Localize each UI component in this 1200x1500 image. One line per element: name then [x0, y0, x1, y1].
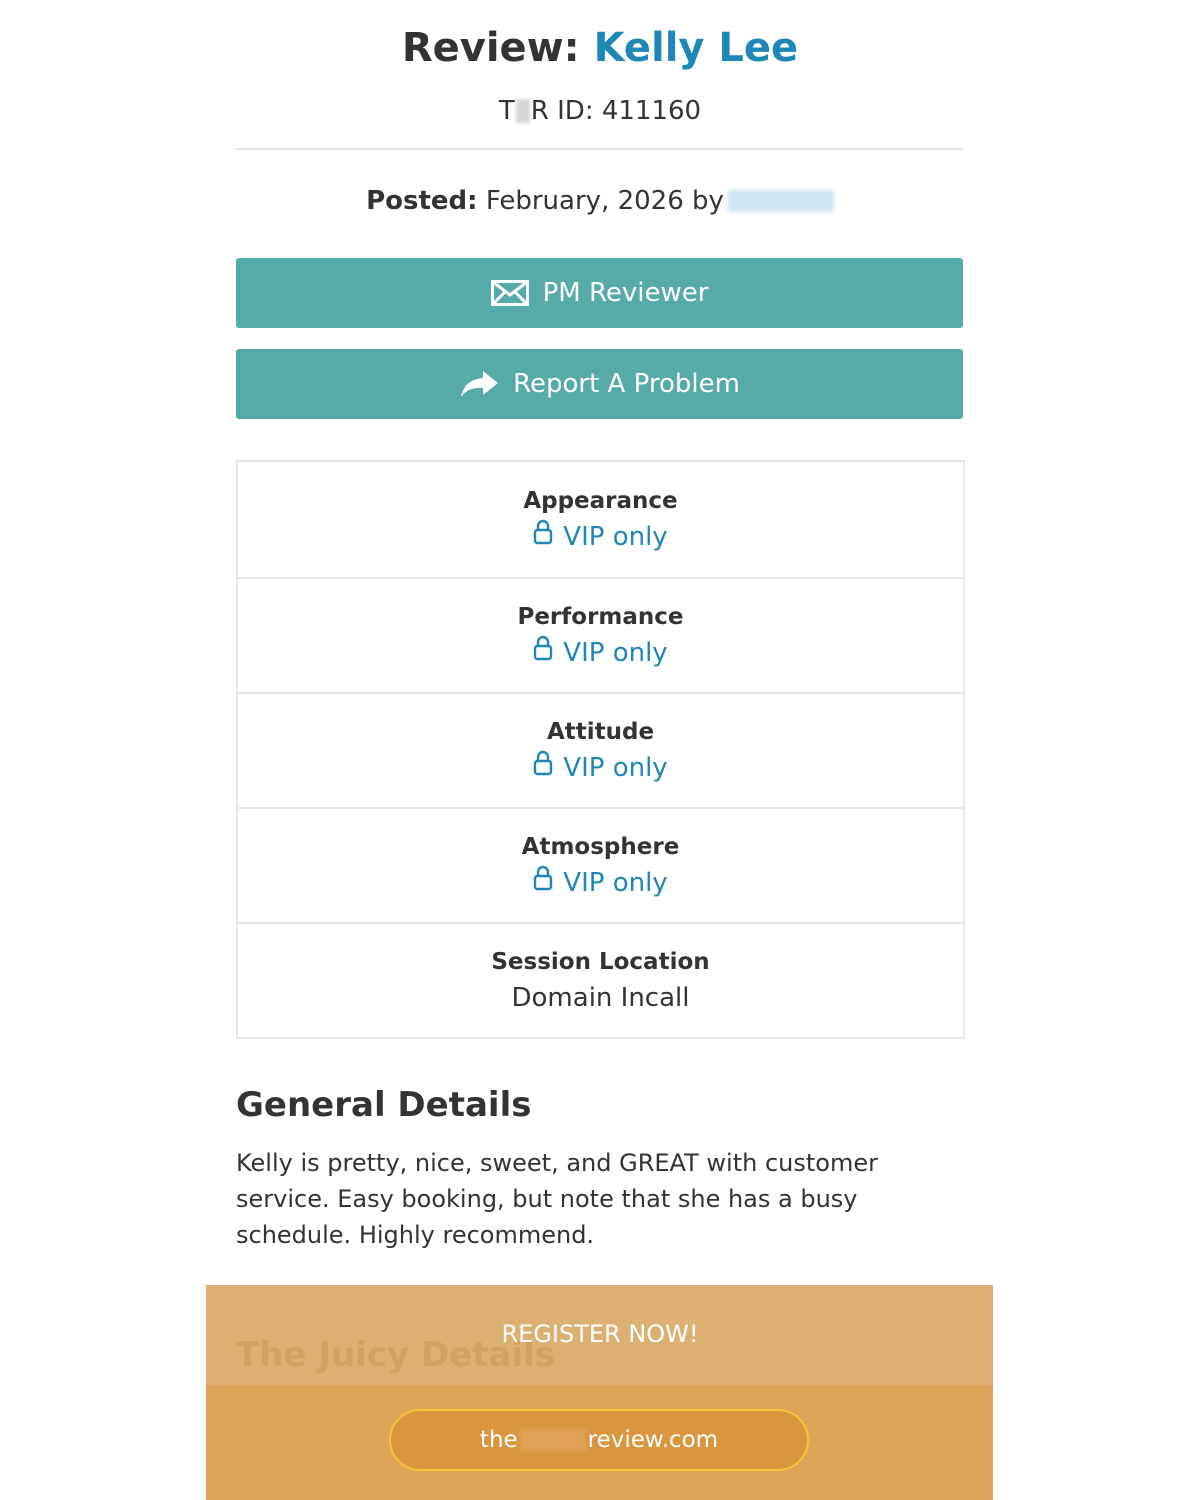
provider-name-link[interactable]: Kelly Lee: [593, 25, 799, 71]
lock-icon: [533, 518, 553, 556]
review-id-value: R ID: 411160: [530, 96, 702, 126]
vip-only-link[interactable]: [533, 518, 667, 556]
rating-label: Atmosphere: [521, 833, 680, 860]
rating-row-performance: [238, 577, 963, 692]
rating-label: Appearance: [523, 487, 678, 514]
lock-icon: [533, 634, 553, 672]
rating-value: VIP only: [563, 867, 668, 898]
rating-label: Session Location: [491, 948, 710, 975]
rating-value: VIP only: [563, 752, 668, 783]
rating-value: Domain Incall: [511, 982, 690, 1013]
pm-reviewer-label: PM Reviewer: [542, 278, 709, 308]
divider: [236, 148, 963, 150]
review-id-prefix: T: [498, 96, 515, 126]
redacted-site-name: [520, 1429, 586, 1451]
general-details-text: Kelly is pretty, nice, sweet, and GREAT with customer service. Easy booking, but note that she has a busy schedule. Highly recommend.: [236, 1149, 878, 1249]
redacted-username[interactable]: [728, 190, 834, 212]
redacted-block: [516, 99, 530, 123]
rating-row-attitude: [238, 692, 963, 807]
site-suffix: review.com: [587, 1427, 719, 1453]
report-problem-label: Report A Problem: [513, 369, 740, 399]
posted-line: [0, 182, 1200, 220]
posted-label: Posted:: [366, 186, 478, 216]
rating-value: VIP only: [563, 637, 668, 668]
review-id: [0, 92, 1200, 130]
lock-icon: [533, 749, 553, 787]
share-arrow-icon: [459, 369, 499, 399]
vip-only-link[interactable]: [533, 749, 667, 787]
envelope-icon: [491, 280, 529, 306]
site-prefix: the: [479, 1427, 518, 1453]
general-details-heading: General Details: [236, 1085, 532, 1125]
rating-value: VIP only: [563, 521, 668, 552]
rating-row-atmosphere: [238, 807, 963, 922]
site-link-button[interactable]: [389, 1409, 809, 1471]
pm-reviewer-button[interactable]: [236, 258, 963, 328]
lock-icon: [533, 864, 553, 902]
rating-row-appearance: [238, 462, 963, 577]
rating-row-session-location: [238, 922, 963, 1037]
ratings-table: [236, 460, 965, 1039]
report-problem-button[interactable]: [236, 349, 963, 419]
register-now-link[interactable]: REGISTER NOW!: [501, 1320, 699, 1348]
page-title: [0, 20, 1200, 76]
rating-label: Attitude: [546, 718, 655, 745]
rating-label: Performance: [517, 603, 684, 630]
vip-only-link[interactable]: [533, 864, 667, 902]
posted-date: February, 2026 by: [477, 186, 724, 216]
title-prefix: Review:: [401, 25, 594, 71]
vip-only-link[interactable]: [533, 634, 667, 672]
